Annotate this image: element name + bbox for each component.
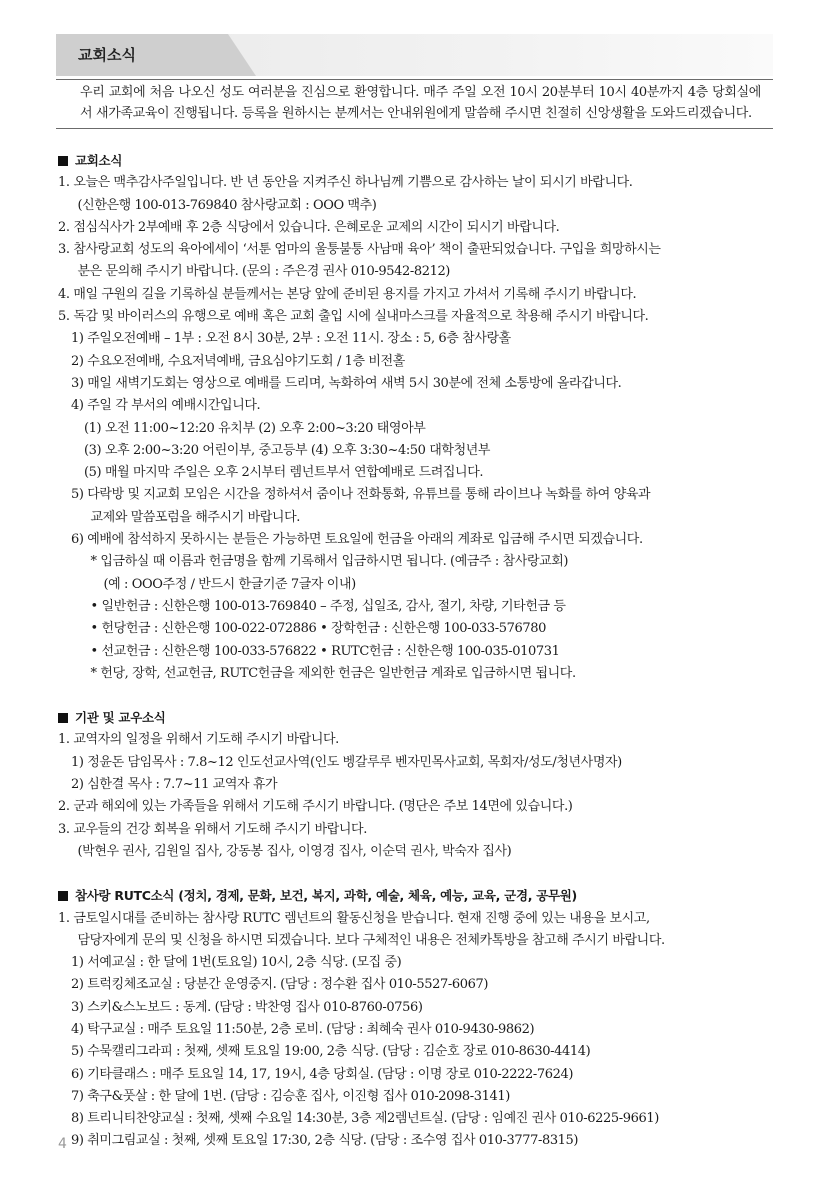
section-heading — [58, 707, 778, 729]
square-bullet-icon — [58, 891, 68, 901]
news-content — [58, 150, 778, 1153]
section-body — [58, 908, 778, 1153]
notice-line: 4) 주일 각 부서의 예배시간입니다. — [71, 398, 261, 414]
section-title: 교회소식 — [75, 153, 123, 168]
section-church-news — [58, 150, 778, 685]
notice-line: 2. 점심식사가 2부예배 후 2층 식당에서 있습니다. 은혜로운 교제의 시간이 되시기 바랍니다. — [58, 219, 560, 235]
notice-line: 5) 다락방 및 지교회 모임은 시간을 정하셔서 줌이나 전화통화, 유튜브를 통해 라이브나 녹화를 하여 양육과 — [71, 487, 651, 503]
square-bullet-icon — [58, 156, 68, 166]
notice-line: 7) 축구&풋살 : 한 달에 1번. (담당 : 김승훈 집사, 이진형 집사 010-2098-3141) — [71, 1088, 510, 1104]
notice-line: 4) 탁구교실 : 매주 토요일 11:50분, 2층 로비. (담당 : 최혜숙 권사 010-9430-9862) — [71, 1021, 535, 1037]
notice-line: 담당자에게 문의 및 신청을 하시면 되겠습니다. 보다 구체적인 내용은 전체카톡방을 참고해 주시기 바랍니다. — [77, 932, 665, 948]
notice-line: 1. 오늘은 맥추감사주일입니다. 반 년 동안을 지켜주신 하나님께 기쁨으로 감사하는 날이 되시기 바랍니다. — [58, 175, 633, 191]
notice-line: 2) 수요오전예배, 수요저녁예배, 금요심야기도회 / 1층 비전홀 — [71, 353, 405, 369]
section-title: 기관 및 교우소식 — [75, 710, 166, 726]
notice-line: (5) 매월 마지막 주일은 오후 2시부터 렘넌트부서 연합예배로 드려집니다. — [84, 465, 484, 481]
notice-line: 분은 문의해 주시기 바랍니다. (문의 : 주은경 권사 010-9542-8212) — [77, 264, 450, 280]
notice-line: 2) 트럭킹체조교실 : 당분간 운영중지. (담당 : 정수환 집사 010-5527-6067) — [71, 977, 489, 993]
notice-line: 1. 교역자의 일정을 위해서 기도해 주시기 바랍니다. — [58, 732, 339, 748]
notice-line: 5. 독감 및 바이러스의 유행으로 예배 혹은 교회 출입 시에 실내마스크를 자율적으로 착용해 주시기 바랍니다. — [58, 309, 649, 325]
notice-line: 5) 수묵캘리그라피 : 첫째, 셋째 토요일 19:00, 2층 식당. (담당 : 김순호 장로 010-8630-4414) — [71, 1044, 591, 1060]
notice-line: • 일반헌금 : 신한은행 100-013-769840 – 주정, 십일조, 감사, 절기, 차량, 기타헌금 등 — [90, 598, 566, 614]
notice-line: 6) 기타클래스 : 매주 토요일 14, 17, 19시, 4층 당회실. (담당 : 이명 장로 010-2222-7624) — [71, 1066, 574, 1082]
section-heading — [58, 150, 778, 172]
notice-line: * 입금하실 때 이름과 헌금명을 함께 기록해서 입금하시면 됩니다. (예금주 : 참사랑교회) — [90, 554, 569, 570]
notice-line: 3) 스키&스노보드 : 동계. (담당 : 박찬영 집사 010-8760-0756) — [71, 999, 423, 1015]
notice-line: (신한은행 100-013-769840 참사랑교회 : OOO 맥추) — [77, 197, 377, 213]
notice-line: * 헌당, 장학, 선교헌금, RUTC헌금을 제외한 헌금은 일반헌금 계좌로 입금하시면 됩니다. — [90, 665, 576, 681]
notice-line: 3) 매일 새벽기도회는 영상으로 예배를 드리며, 녹화하여 새벽 5시 30분에 전체 소통방에 올라갑니다. — [71, 375, 622, 391]
notice-line: 2) 심한결 목사 : 7.7~11 교역자 휴가 — [71, 777, 278, 793]
notice-line: 8) 트리니티찬양교실 : 첫째, 셋째 수요일 14:30분, 3층 제2렘넌트실. (담당 : 임예진 권사 010-6225-9661) — [71, 1111, 659, 1127]
section-heading — [58, 885, 778, 907]
notice-line: • 헌당헌금 : 신한은행 100-022-072886 • 장학헌금 : 신한은행 100-033-576780 — [90, 621, 546, 637]
notice-line: (3) 오후 2:00~3:20 어린이부, 중고등부 (4) 오후 3:30~4:50 대학청년부 — [84, 442, 491, 458]
section-rutc-news — [58, 885, 778, 1153]
notice-line: 3. 참사랑교회 성도의 육아에세이 ‘서툰 엄마의 울퉁불퉁 사남매 육아’ 책이 출판되었습니다. 구입을 희망하시는 — [58, 242, 661, 258]
notice-line: 1) 주일오전예배 – 1부 : 오전 8시 30분, 2부 : 오전 11시. 장소 : 5, 6층 참사랑홀 — [71, 331, 511, 347]
square-bullet-icon — [58, 713, 68, 723]
notice-line: 1) 서예교실 : 한 달에 1번(토요일) 10시, 2층 식당. (모집 중) — [71, 955, 402, 971]
notice-line: 2. 군과 해외에 있는 가족들을 위해서 기도해 주시기 바랍니다. (명단은 주보 14면에 있습니다.) — [58, 799, 573, 815]
notice-line: 4. 매일 구원의 길을 기록하실 분들께서는 본당 앞에 준비된 용지를 가지고 가셔서 기록해 주시기 바랍니다. — [58, 286, 637, 302]
notice-line: 1) 정윤돈 담임목사 : 7.8~12 인도선교사역(인도 벵갈루루 벤자민목사교회, 목회자/성도/청년사명자) — [71, 754, 622, 770]
notice-line: (박현우 권사, 김원일 집사, 강동봉 집사, 이영경 집사, 이순덕 권사, 박숙자 집사) — [77, 843, 512, 859]
section-staff-members-news — [58, 707, 778, 863]
section-title: 참사랑 RUTC소식 (정치, 경제, 문화, 보건, 복지, 과학, 예술, 체육, 예능, 교육, 군경, 공무원) — [75, 888, 577, 904]
notice-line: (1) 오전 11:00~12:20 유치부 (2) 오후 2:00~3:20 태영아부 — [84, 420, 426, 436]
page-title: 교회소식 — [78, 46, 136, 64]
notice-line: • 선교헌금 : 신한은행 100-033-576822 • RUTC헌금 : 신한은행 100-035-010731 — [90, 643, 560, 659]
notice-line: (예 : OOO주정 / 반드시 한글기준 7글자 이내) — [103, 576, 356, 592]
section-body — [58, 729, 778, 863]
notice-line: 6) 예배에 참석하지 못하시는 분들은 가능하면 토요일에 헌금을 아래의 계좌로 입금해 주시면 되겠습니다. — [71, 532, 643, 548]
notice-line: 3. 교우들의 건강 회복을 위해서 기도해 주시기 바랍니다. — [58, 821, 367, 837]
notice-line: 1. 금토일시대를 준비하는 참사랑 RUTC 렘넌트의 활동신청을 받습니다. 현재 진행 중에 있는 내용을 보시고, — [58, 910, 650, 926]
notice-line: 9) 취미그림교실 : 첫째, 셋째 토요일 17:30, 2층 식당. (담당 : 조수영 집사 010-3777-8315) — [71, 1133, 579, 1149]
notice-line: 교제와 말씀포럼을 해주시기 바랍니다. — [90, 509, 300, 525]
welcome-notice: 우리 교회에 처음 나오신 성도 여러분을 진심으로 환영합니다. 매주 주일 오전 10시 20분부터 10시 40분까지 4층 당회실에서 새가족교육이 진행됩니다. 등록을 원하시는 분께서는 안내위원에게 말씀해 주시면 친절히 신앙생활을 도와드리겠습니다. — [56, 79, 773, 129]
section-body — [58, 172, 778, 685]
page-number: 4 — [58, 1136, 67, 1152]
